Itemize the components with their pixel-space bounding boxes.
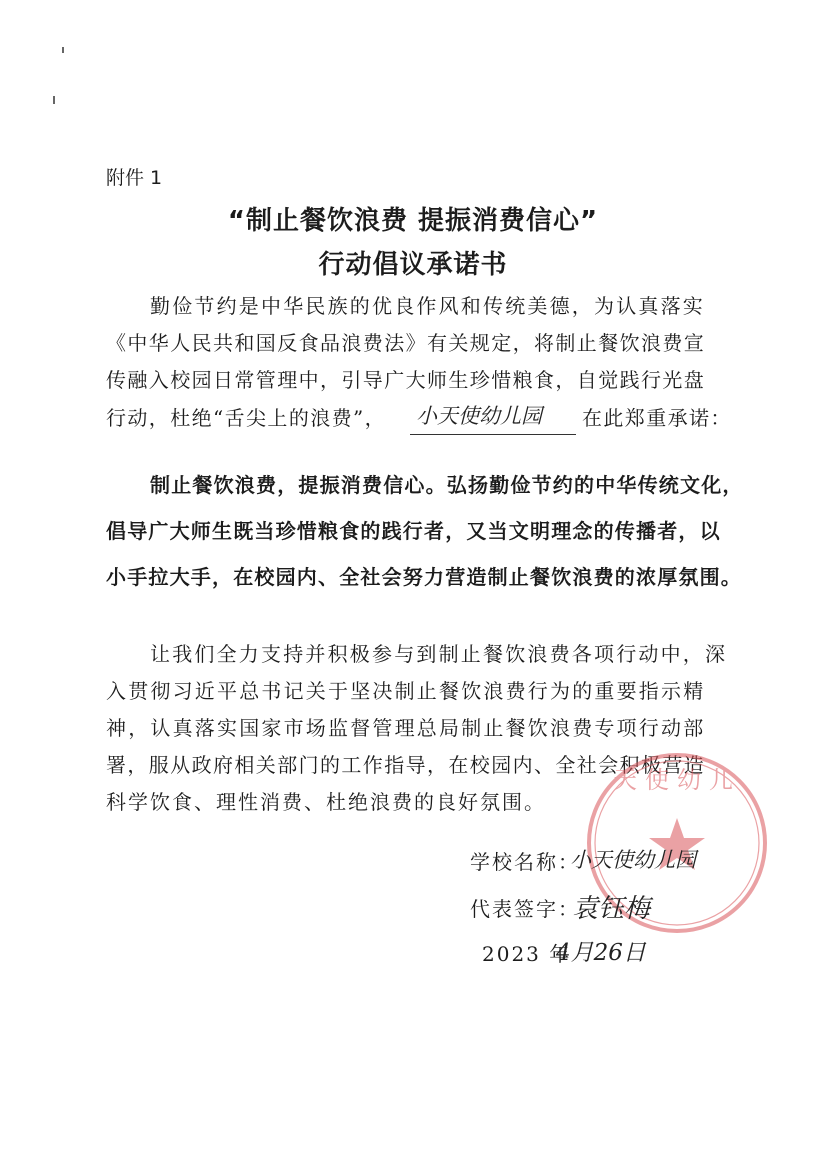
scan-speck <box>53 96 55 104</box>
commitment-line-1: 让我们全力支持并积极参与到制止餐饮浪费各项行动中，深 <box>150 642 728 666</box>
date-month-day-handwritten: 4月26日 <box>556 940 646 966</box>
svg-text:天使幼儿: 天使幼儿 <box>613 766 741 794</box>
school-name-handwritten: 小天使幼儿园 <box>570 848 696 872</box>
intro-line-3: 传融入校园日常管理中，引导广大师生珍惜粮食，自觉践行光盘 <box>106 368 706 392</box>
commitment-line-2: 入贯彻习近平总书记关于坚决制止餐饮浪费行为的重要指示精 <box>106 679 706 703</box>
representative-signature: 袁钰梅 <box>572 894 651 924</box>
school-name-label: 学校名称： <box>470 850 580 874</box>
document-subtitle: 行动倡议承诺书 <box>318 250 508 280</box>
pledge-line-3: 小手拉大手，在校园内、全社会努力营造制止餐饮浪费的浓厚氛围。 <box>106 565 742 589</box>
attachment-label: 附件 1 <box>106 167 163 189</box>
date-year: 2023 年 <box>482 942 572 966</box>
handwritten-school-name: 小天使幼儿园 <box>416 404 542 428</box>
representative-label: 代表签字： <box>470 897 580 921</box>
scan-speck <box>62 47 64 53</box>
commitment-line-5: 科学饮食、理性消费、杜绝浪费的良好氛围。 <box>106 790 546 814</box>
commitment-line-4: 署，服从政府相关部门的工作指导，在校园内、全社会积极营造 <box>106 753 706 777</box>
intro-line-4-prefix: 行动，杜绝“舌尖上的浪费”， <box>106 406 387 430</box>
intro-line-1: 勤俭节约是中华民族的优良作风和传统美德，为认真落实 <box>150 294 705 318</box>
document-title: “制止餐饮浪费 提振消费信心” <box>227 206 599 236</box>
commitment-line-3: 神，认真落实国家市场监督管理总局制止餐饮浪费专项行动部 <box>106 716 706 740</box>
intro-line-4-suffix: 在此郑重承诺： <box>582 406 732 430</box>
pledge-line-2: 倡导广大师生既当珍惜粮食的践行者，又当文明理念的传播者，以 <box>106 519 721 543</box>
intro-line-2: 《中华人民共和国反食品浪费法》有关规定，将制止餐饮浪费宣 <box>106 331 706 355</box>
fill-in-underline <box>410 434 576 435</box>
pledge-line-1: 制止餐饮浪费，提振消费信心。弘扬勤俭节约的中华传统文化， <box>150 473 744 497</box>
